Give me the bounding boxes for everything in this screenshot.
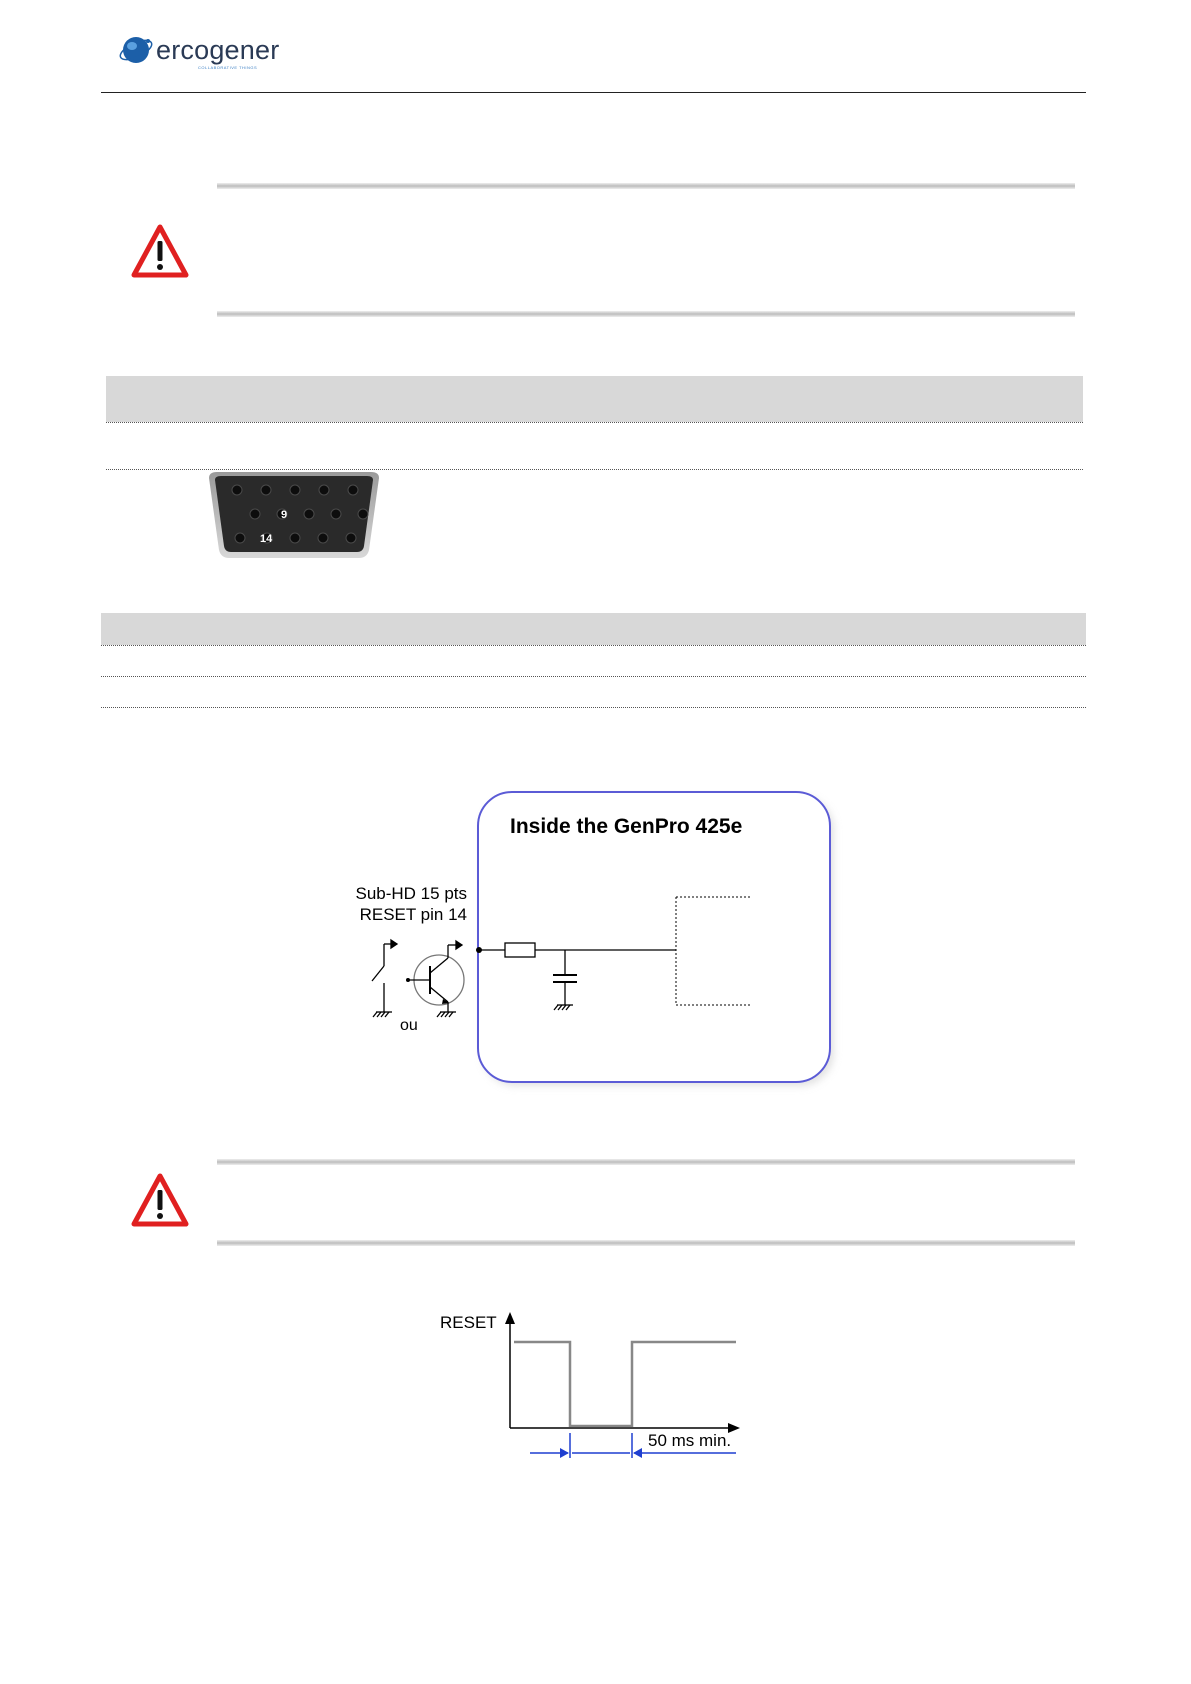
reset-waveform bbox=[514, 1342, 736, 1426]
or-label: ou bbox=[400, 1017, 418, 1034]
warning-triangle-icon bbox=[131, 224, 189, 278]
header-logo bbox=[118, 28, 288, 72]
pinout-table-divider bbox=[101, 676, 1086, 677]
reset-timing-diagram bbox=[430, 1300, 760, 1470]
warning-box-top-bar bbox=[217, 183, 1075, 189]
logo-tagline: COLLABORATIVE THINGS bbox=[198, 65, 258, 70]
pinout-table-divider bbox=[101, 645, 1086, 646]
connector-label-1: Sub-HD 15 pts bbox=[355, 884, 467, 903]
table-header-band bbox=[106, 376, 1083, 422]
table-row-divider bbox=[106, 422, 1083, 423]
globe-logo-icon bbox=[118, 32, 158, 68]
timing-duration-label: 50 ms min. bbox=[648, 1431, 732, 1450]
diagram-title: Inside the GenPro 425e bbox=[510, 815, 743, 838]
warning-box-bottom-bar bbox=[217, 311, 1075, 317]
sub-hd-connector-photo bbox=[203, 470, 385, 560]
connector-label-2: RESET pin 14 bbox=[359, 905, 467, 924]
reset-circuit-diagram bbox=[340, 790, 860, 1100]
warning-box-2-bottom-bar bbox=[217, 1240, 1075, 1246]
pin-label-9: 9 bbox=[281, 509, 288, 521]
timing-signal-label: RESET bbox=[440, 1313, 497, 1332]
warning-triangle-icon bbox=[131, 1173, 189, 1227]
header-rule bbox=[101, 92, 1086, 93]
warning-box-2-top-bar bbox=[217, 1159, 1075, 1165]
pinout-table-divider bbox=[101, 707, 1086, 708]
logo-text: ercogener bbox=[156, 35, 280, 65]
pinout-table-header-band bbox=[101, 613, 1086, 645]
pin-label-14: 14 bbox=[260, 533, 273, 545]
